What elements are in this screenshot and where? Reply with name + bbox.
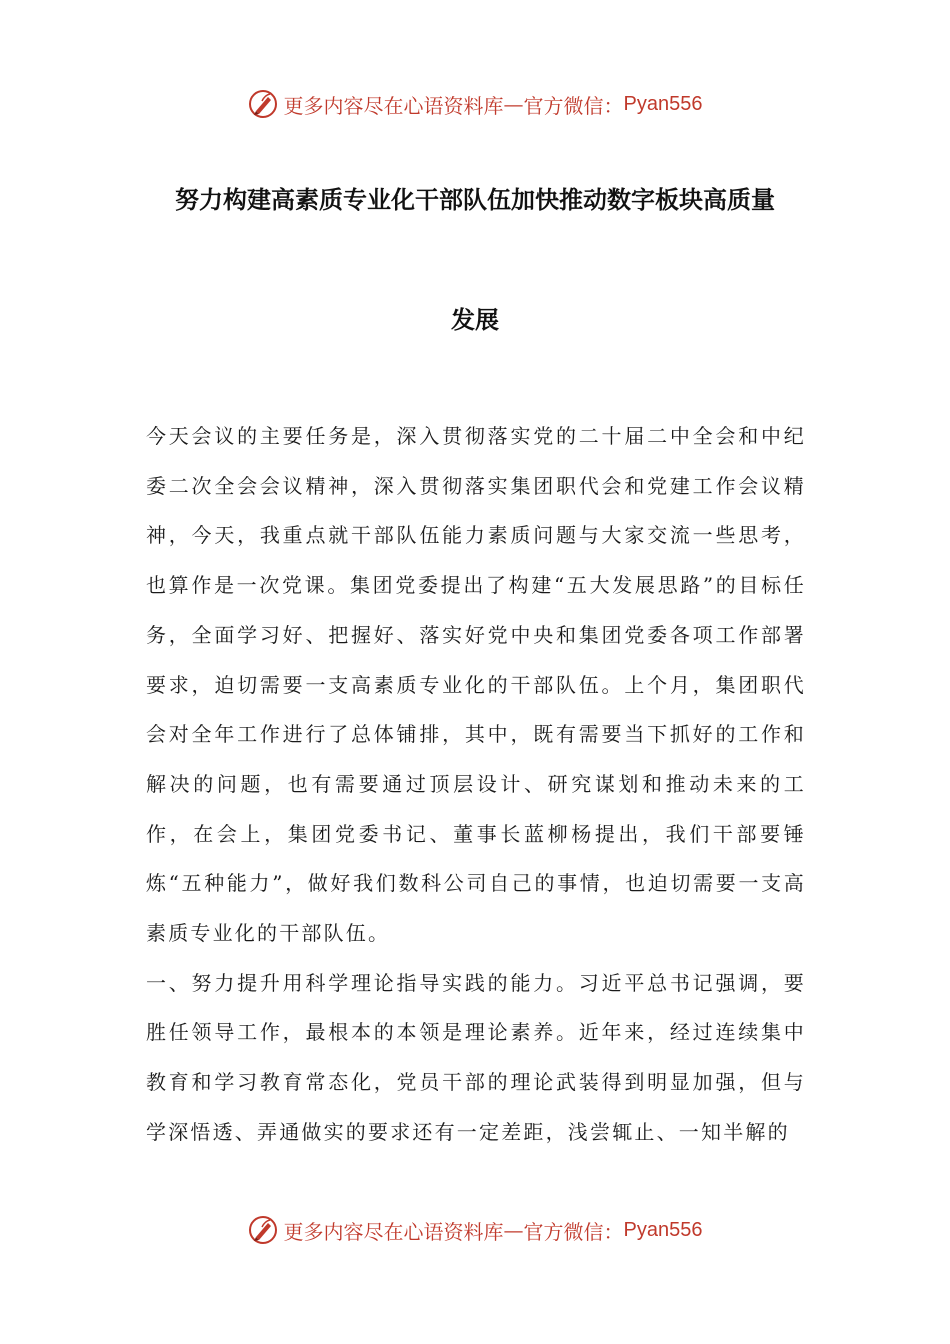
banner-contact-handle: Pyan556 — [623, 1218, 703, 1241]
banner-brand-text: 更多内容尽在心语资料库 — [283, 1219, 504, 1244]
document-body — [146, 412, 806, 1158]
banner-contact-label: 官方微信： — [523, 1219, 624, 1244]
banner-separator: — — [503, 1218, 524, 1242]
banner-contact-handle: Pyan556 — [623, 92, 703, 115]
paragraph: 一、努力提升用科学理论指导实践的能力。习近平总书记强调，要胜任领导工作，最根本的本领是理论素养。近年来，经过连续集中教育和学习教育常态化，党员干部的理论武装得到明显加强，但与学深悟透、弄通做实的要求还有一定差距，浅尝辄止、一知半解的 — [146, 970, 806, 1144]
banner-contact-label: 官方微信： — [523, 93, 624, 118]
banner-brand-text: 更多内容尽在心语资料库 — [283, 93, 504, 118]
header-banner — [0, 84, 950, 124]
paragraph: 今天会议的主要任务是，深入贯彻落实党的二十届二中全会和中纪委二次全会会议精神，深入贯彻落实集团职代会和党建工作会议精神，今天，我重点就干部队伍能力素质问题与大家交流一些思考，也算作是一次党课。集团党委提出了构建“五大发展思路”的目标任务，全面学习好、把握好、落实好党中央和集团党委各项工作部署要求，迫切需要一支高素质专业化的干部队伍。上个月，集团职代会对全年工作进行了总体铺排，其中，既有需要当下抓好的工作和解决的问题，也有需要通过顶层设计、研究谋划和推动未来的工作，在会上，集团党委书记、董事长蓝柳杨提出，我们干部要锤炼“五种能力”，做好我们数科公司自己的事情，也迫切需要一支高素质专业化的干部队伍。 — [146, 424, 806, 946]
footer-banner — [0, 1210, 950, 1250]
banner-separator: — — [503, 92, 524, 116]
pen-nib-logo-icon — [248, 1215, 278, 1245]
document-title-line2: 发展 — [451, 306, 499, 334]
document-title-line1: 努力构建高素质专业化干部队伍加快推动数字板块高质量 — [175, 186, 775, 214]
pen-nib-logo-icon — [248, 89, 278, 119]
